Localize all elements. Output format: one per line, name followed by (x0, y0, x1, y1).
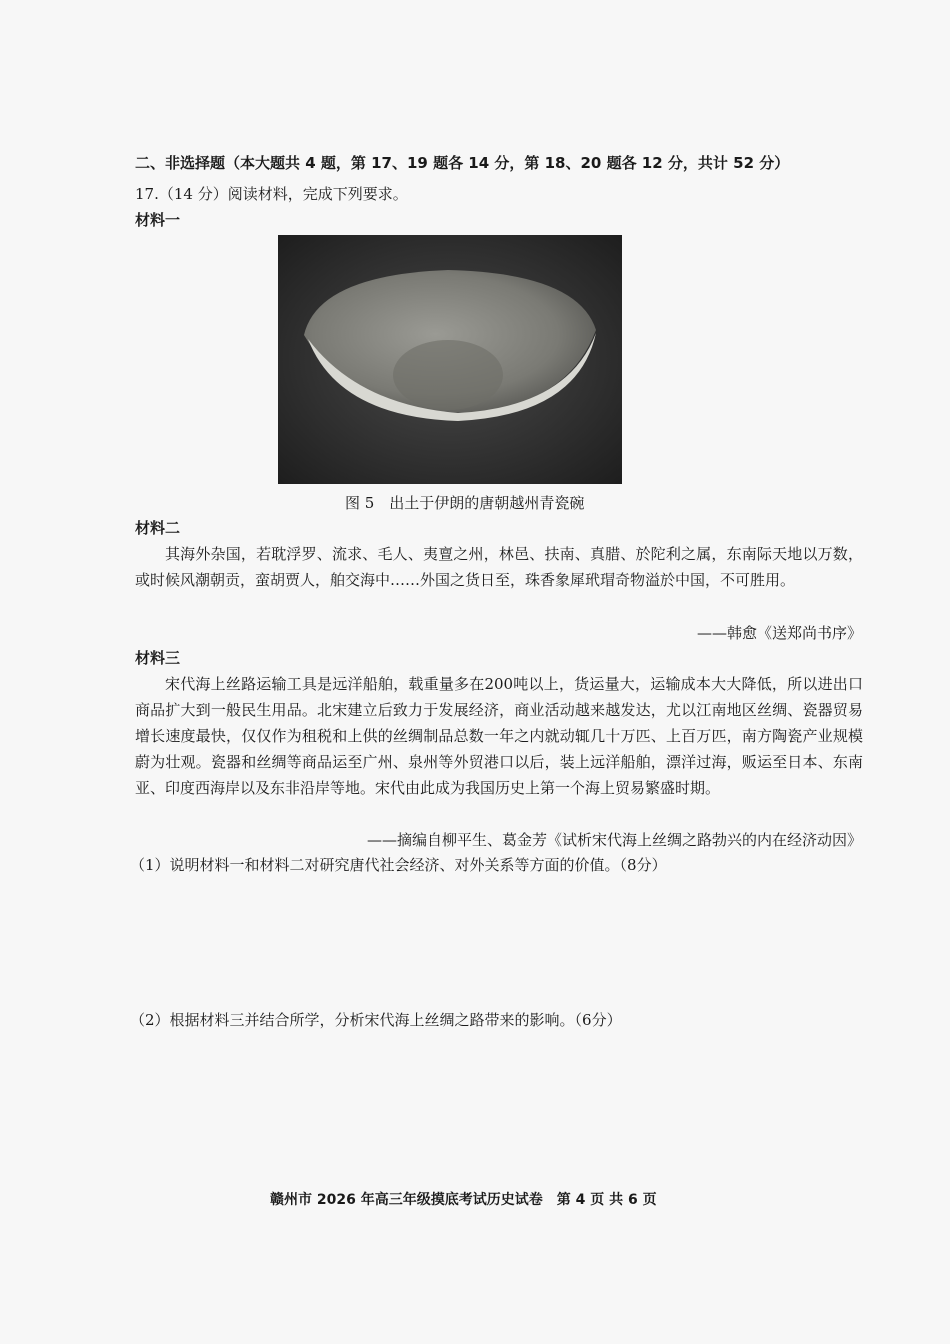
material3-source: ——摘编自柳平生、葛金芳《试析宋代海上丝绸之路勃兴的内在经济动因》 (366, 831, 862, 849)
sub-question-1: （1）说明材料一和材料二对研究唐代社会经济、对外关系等方面的价值。（8分） (130, 856, 667, 874)
material2-source: ——韩愈《送郑尚书序》 (696, 624, 862, 642)
page-footer: 赣州市 2026 年高三年级摸底考试历史试卷 第 4 页 共 6 页 (270, 1192, 657, 1208)
question-title: 17.（14 分）阅读材料，完成下列要求。 (135, 185, 408, 203)
material3-label: 材料三 (135, 649, 181, 667)
material2-label: 材料二 (135, 519, 181, 537)
figure-caption: 图 5 出土于伊朗的唐朝越州青瓷碗 (345, 494, 585, 512)
celadon-bowl-photo (278, 235, 622, 484)
material3-text: 宋代海上丝路运输工具是远洋船舶，载重量多在200吨以上，货运量大，运输成本大大降低，所以进出口商品扩大到一般民生用品。北宋建立后致力于发展经济，商业活动越来越发达，尤以江南地区丝绸、瓷器贸易增长速度最快，仅仅作为租税和上供的丝绸制品总数一年之内就动辄几十万匹、上百万匹，南方陶瓷产业规模蔚为壮观。瓷器和丝绸等商品运至广州、泉州等外贸港口以后，装上远洋船舶，漂洋过海，贩运至日本、东南亚、印度西海岸以及东非沿岸等地。宋代由此成为我国历史上第一个海上贸易繁盛时期。 (135, 675, 863, 797)
sub-question-2: （2）根据材料三并结合所学，分析宋代海上丝绸之路带来的影响。（6分） (130, 1011, 622, 1029)
material2-text: 其海外杂国，若耽浮罗、流求、毛人、夷亶之州，林邑、扶南、真腊、於陀利之属，东南际天地以万数，或时候风潮朝贡，蛮胡贾人，舶交海中……外国之货日至，珠香象犀玳瑁奇物溢於中国，不可胜用。 (135, 545, 863, 589)
material1-label: 材料一 (135, 211, 181, 229)
section-heading: 二、非选择题（本大题共 4 题，第 17、19 题各 14 分，第 18、20 题各 12 分，共计 52 分） (135, 154, 790, 172)
